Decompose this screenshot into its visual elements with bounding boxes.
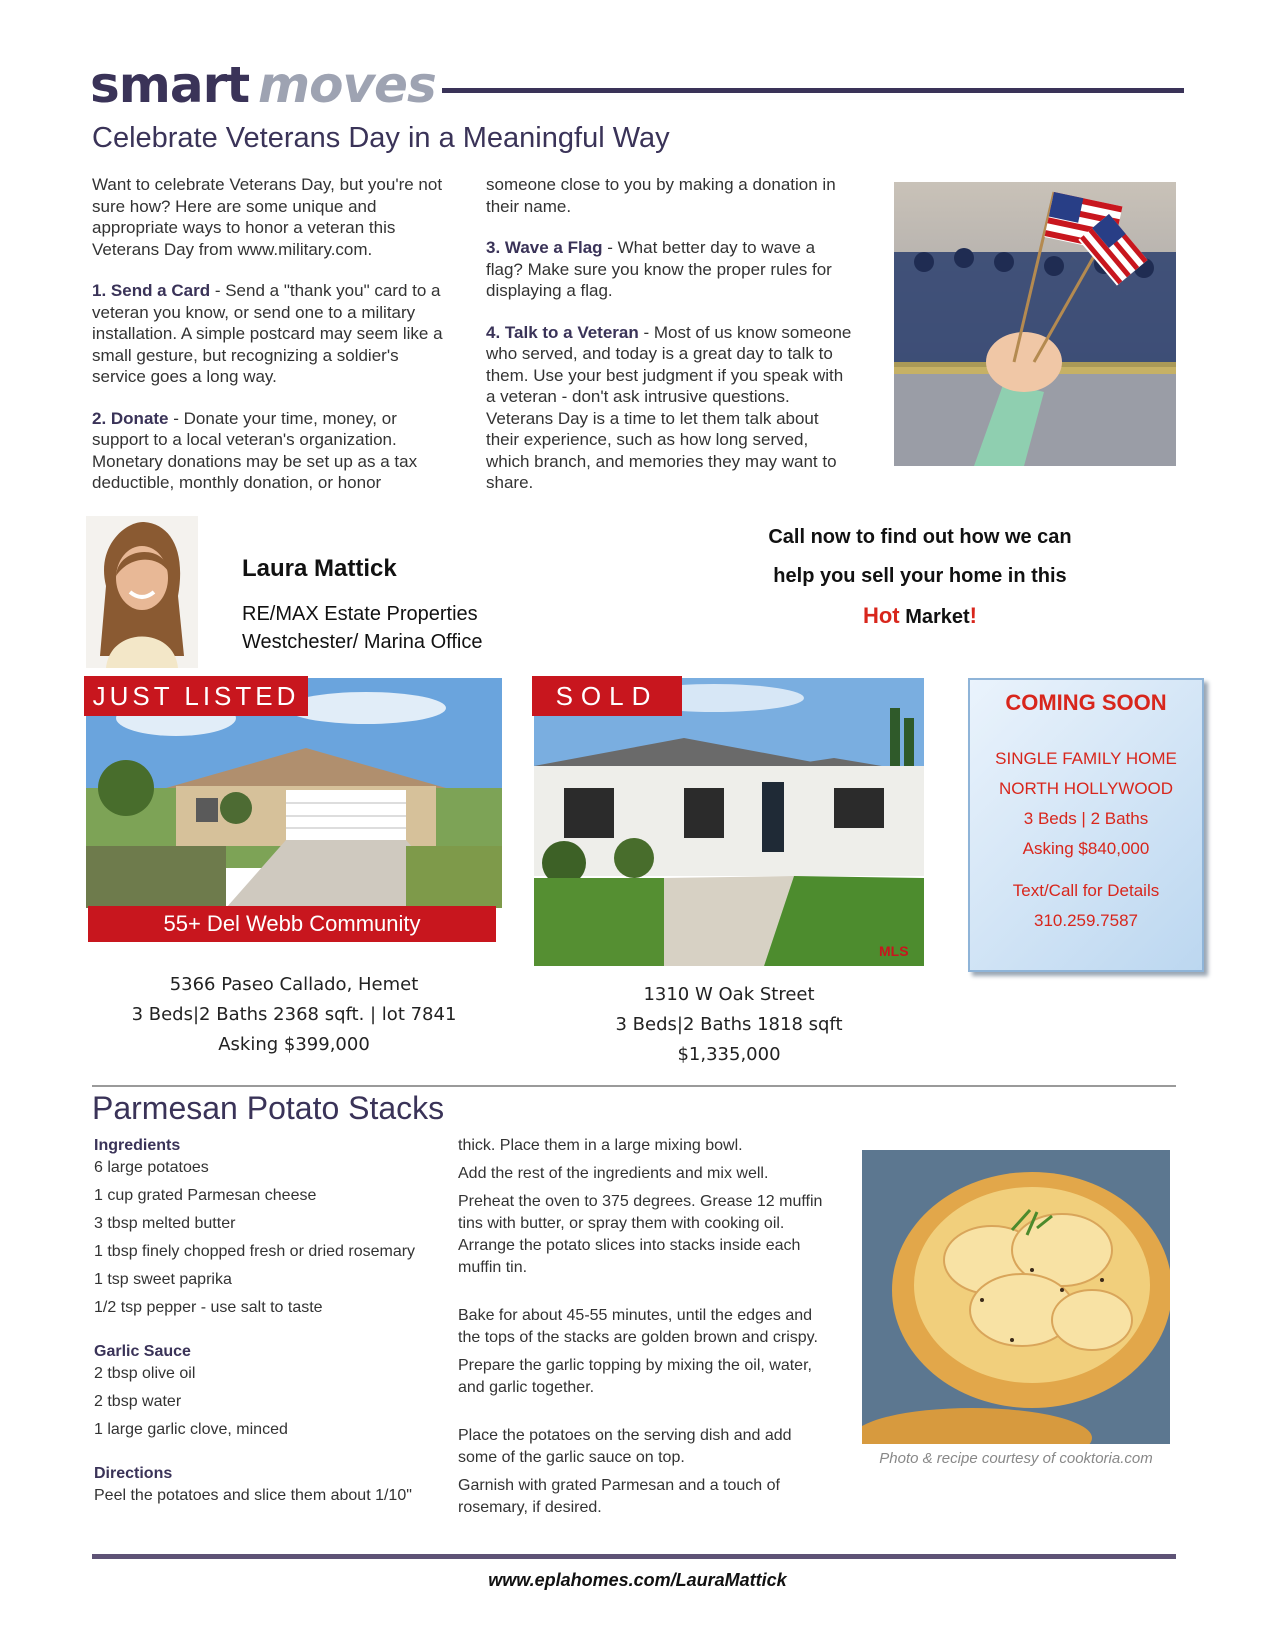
ingredient-item: 1 tbsp finely chopped fresh or dried rosemary	[94, 1243, 416, 1260]
cta-hot: Hot	[862, 603, 900, 628]
cta-bang: !	[969, 603, 977, 628]
header-rule	[442, 88, 1184, 93]
coming-soon-area: NORTH HOLLYWOOD	[998, 779, 1174, 798]
coming-soon-price: Asking $840,000	[1022, 839, 1150, 858]
sold-details: 3 Beds|2 Baths 1818 sqft	[615, 1014, 843, 1035]
direction-step: Preheat the oven to 375 degrees. Grease 12 muffin tins with butter, or spray them with cooking oil. Arrange the potato slices into stacks inside each muffin tin.	[458, 1193, 823, 1276]
sauce-item: 1 large garlic clove, minced	[94, 1421, 288, 1438]
cta-market: Market	[899, 606, 970, 628]
food-photo	[862, 1150, 1170, 1444]
direction-step: Prepare the garlic topping by mixing the oil, water, and garlic together.	[458, 1357, 812, 1396]
sold-photo	[534, 678, 924, 966]
sauce-item: 2 tbsp olive oil	[94, 1365, 196, 1382]
sold-address: 1310 W Oak Street	[643, 984, 815, 1005]
article-item-wave-flag: 3. Wave a Flag - What better day to wave a flag? Make sure you know the proper rules for displaying a flag.	[486, 238, 832, 300]
agent-company-block	[242, 600, 482, 656]
sold-tag: SOLD	[532, 676, 682, 716]
article-intro: Want to celebrate Veterans Day, but you're not sure how? Here are some unique and appropriate ways to honor a veteran this Veterans Day from www.military.com.	[92, 175, 443, 259]
article-item-talk-veteran: 4. Talk to a Veteran - Most of us know someone who served, and today is a great day to talk to them. Use your best judgment if you speak with a veteran - don't ask intrusive questions. Veterans Day is a time to let them talk about their experience, such as how long served, which branch, and memories they may want to share.	[486, 322, 852, 492]
agent-office: Westchester/ Marina Office	[242, 631, 483, 653]
directions-heading: Directions	[94, 1465, 173, 1482]
agent-photo	[86, 516, 198, 668]
article-item-send-card: 1. Send a Card - Send a "thank you" card to a veteran you know, or send one to a military installation. A simple postcard may seem like a small gesture, but recognizing a soldier's service goes a long way.	[92, 281, 443, 386]
recipe-title: Parmesan Potato Stacks	[92, 1090, 445, 1126]
sold-price: $1,335,000	[677, 1044, 781, 1065]
recipe-ingredients-column	[94, 1135, 454, 1507]
call-to-action	[730, 518, 1110, 637]
coming-soon-phone[interactable]: 310.259.7587	[1034, 911, 1138, 930]
footer-url[interactable]: www.eplahomes.com/LauraMattick	[488, 1570, 787, 1590]
cta-line-2: help you sell your home in this	[773, 565, 1067, 587]
just-listed-details: 3 Beds|2 Baths 2368 sqft. | lot 7841	[131, 1004, 457, 1025]
coming-soon-details	[970, 744, 1202, 864]
section-divider	[92, 1085, 1176, 1087]
article-column-1	[92, 174, 454, 514]
ingredient-item: 1 tsp sweet paprika	[94, 1271, 232, 1288]
agent-company: RE/MAX Estate Properties	[242, 603, 478, 625]
just-listed-tag: JUST LISTED	[84, 676, 308, 716]
ingredient-item: 6 large potatoes	[94, 1159, 209, 1176]
sauce-item: 2 tbsp water	[94, 1393, 182, 1410]
agent-name: Laura Mattick	[242, 555, 397, 582]
flag-photo	[894, 182, 1176, 466]
direction-step: Place the potatoes on the serving dish and add some of the garlic sauce on top.	[458, 1427, 792, 1466]
cta-line-3	[730, 596, 1110, 637]
sauce-heading: Garlic Sauce	[94, 1343, 191, 1360]
footer-rule	[92, 1554, 1176, 1559]
just-listed-caption	[86, 970, 502, 1060]
cta-line-1: Call now to find out how we can	[768, 526, 1072, 548]
article-item-donate: 2. Donate - Donate your time, money, or support to a local veteran's organization. Monetary donations may be set up as a tax deductible, monthly donation, or honor	[92, 408, 418, 492]
coming-soon-box	[968, 678, 1204, 972]
ingredients-heading: Ingredients	[94, 1137, 181, 1154]
article-title: Celebrate Veterans Day in a Meaningful Way	[92, 122, 670, 154]
article-item-donate-cont: someone close to you by making a donation in their name.	[486, 175, 836, 216]
recipe-directions-column	[458, 1135, 828, 1525]
mls-logo: MLS	[879, 943, 909, 959]
coming-soon-type: SINGLE FAMILY HOME	[995, 749, 1177, 768]
article-column-2	[486, 174, 856, 514]
community-banner: 55+ Del Webb Community	[88, 906, 496, 942]
brand-moves: moves	[258, 56, 436, 114]
ingredient-item: 1/2 tsp pepper - use salt to taste	[94, 1299, 323, 1316]
coming-soon-contact-label: Text/Call for Details	[1012, 881, 1160, 900]
just-listed-price: Asking $399,000	[218, 1034, 370, 1055]
directions-start: Peel the potatoes and slice them about 1/10"	[94, 1487, 412, 1504]
sold-caption	[534, 980, 924, 1070]
coming-soon-contact	[970, 876, 1202, 936]
direction-step: Garnish with grated Parmesan and a touch of rosemary, if desired.	[458, 1477, 780, 1516]
brand-smart: smart	[90, 56, 250, 114]
just-listed-address: 5366 Paseo Callado, Hemet	[169, 974, 419, 995]
direction-step: Add the rest of the ingredients and mix well.	[458, 1165, 769, 1182]
direction-step: thick. Place them in a large mixing bowl.	[458, 1137, 743, 1154]
coming-soon-beds-baths: 3 Beds | 2 Baths	[1023, 809, 1149, 828]
direction-step: Bake for about 45-55 minutes, until the edges and the tops of the stacks are golden brown and crispy.	[458, 1307, 818, 1346]
coming-soon-title: COMING SOON	[1005, 690, 1167, 715]
photo-credit: Photo & recipe courtesy of cooktoria.com	[879, 1450, 1153, 1467]
ingredient-item: 1 cup grated Parmesan cheese	[94, 1187, 317, 1204]
ingredient-item: 3 tbsp melted butter	[94, 1215, 236, 1232]
